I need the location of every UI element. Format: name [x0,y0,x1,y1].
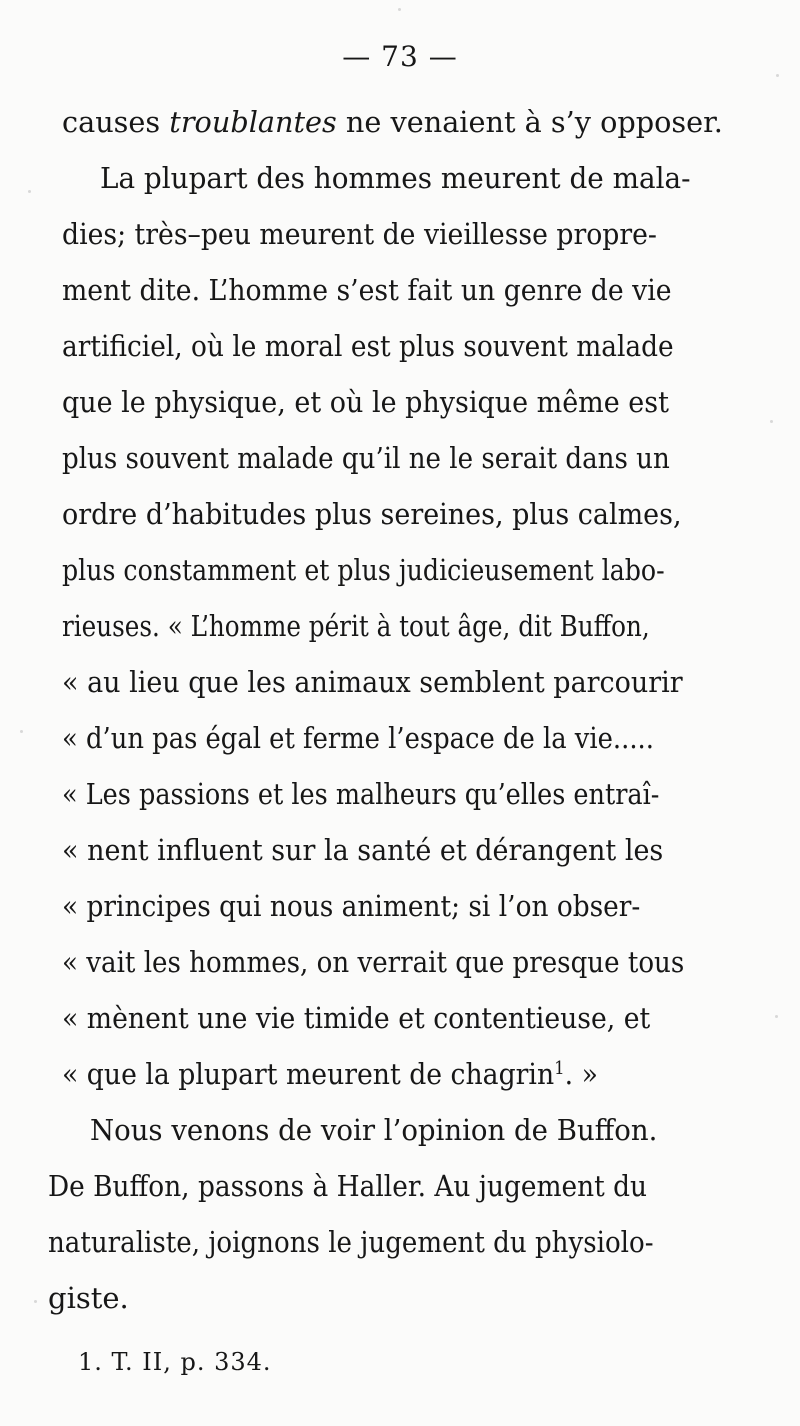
paper-speck [28,190,31,193]
text-line-9: plus constamment et plus judicieusement labo- [62,553,665,587]
text-line-16: « vait les hommes, on verrait que presque tous [62,945,685,979]
text-line-1 [62,104,723,140]
text-line-1-prefix: causes [62,105,170,139]
text-line-20: De Buffon, passons à Haller. Au jugement du [48,1169,648,1203]
text-line-10: rieuses. « L’homme périt à tout âge, dit Buffon, [62,609,650,643]
text-line-6: que le physique, et où le physique même est [62,385,669,419]
text-line-22: giste. [48,1281,129,1315]
text-line-11: « au lieu que les animaux semblent parcourir [62,665,683,699]
text-line-18-prefix: « que la plupart meurent de chagrin [62,1057,555,1091]
footnote: 1. T. II, p. 334. [78,1348,272,1376]
paper-speck [398,8,401,11]
text-line-8: ordre d’habitudes plus sereines, plus calmes, [62,497,682,531]
text-line-18-suffix: . » [564,1057,598,1091]
text-line-1-suffix: ne venaient à s’y opposer. [336,105,723,139]
text-line-13: « Les passions et les malheurs qu’elles entraî- [62,777,660,811]
text-line-5: artificiel, où le moral est plus souvent malade [62,329,674,363]
text-line-18 [62,1056,598,1092]
page-number: — 73 — [342,40,458,73]
italic-word: troublantes [169,105,337,139]
paper-speck [34,1300,37,1303]
text-line-15: « principes qui nous animent; si l’on obser- [62,889,641,923]
text-line-19: Nous venons de voir l’opinion de Buffon. [90,1113,658,1147]
paper-speck [776,74,779,77]
paper-speck [775,1015,778,1018]
text-line-21: naturaliste, joignons le jugement du physiolo- [48,1225,654,1259]
text-line-3: dies; très–peu meurent de vieillesse propre- [62,217,657,251]
footnote-marker: 1 [554,1058,565,1079]
text-line-4: ment dite. L’homme s’est fait un genre de vie [62,273,672,307]
text-line-14: « nent influent sur la santé et dérangent les [62,833,664,867]
paper-speck [770,420,773,423]
text-line-7: plus souvent malade qu’il ne le serait dans un [62,441,670,475]
text-line-2: La plupart des hommes meurent de mala- [100,161,691,195]
paper-speck [20,730,23,733]
text-line-17: « mènent une vie timide et contentieuse, et [62,1001,651,1035]
text-line-12: « d’un pas égal et ferme l’espace de la vie..... [62,721,654,755]
